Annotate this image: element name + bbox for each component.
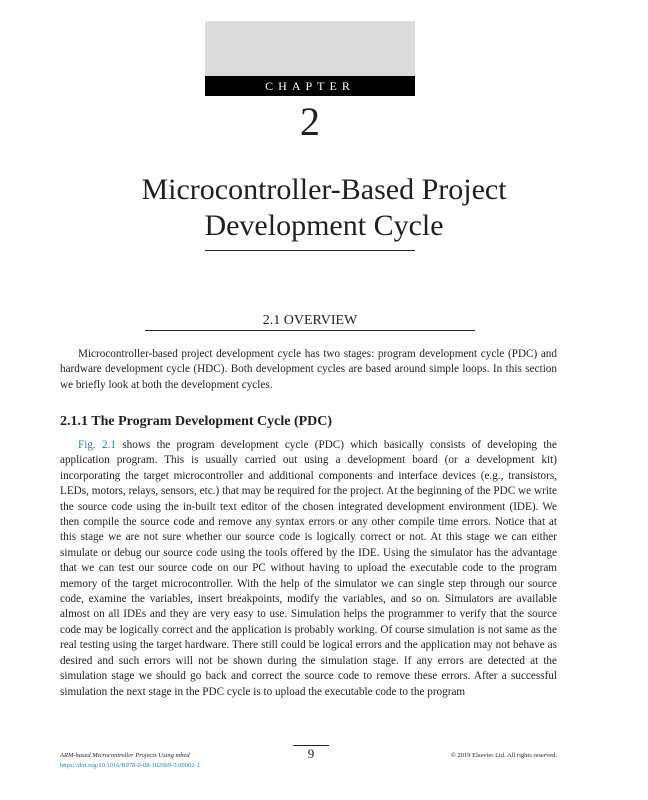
overview-paragraph: Microcontroller-based project development cycle has two stages: program development cycle (PDC) and hardware development cycle (HDC). Both development cycles are based around simple loops. In this section we briefly look at both the development cycles. bbox=[60, 348, 557, 391]
chapter-title-line-1: Microcontroller-Based Project bbox=[141, 173, 507, 206]
subsection-heading: 2.1.1 The Program Development Cycle (PDC) bbox=[60, 414, 333, 429]
page-number: 9 bbox=[307, 746, 315, 761]
doi-link[interactable]: https://doi.org/10.1016/B978-0-08-102969-5.00002-1 bbox=[60, 762, 200, 769]
chapter-number: 2 bbox=[300, 99, 320, 144]
pdc-paragraph-text: shows the program development cycle (PDC) which basically consists of developing the application program. This is usually carried out using a development board (or a development kit) incorporating the target microcontroller and additional components and interface devices (e.g., transistors, LEDs, motors, relays, sensors, etc.) that may be required for the project. At the beginning of the PDC we write the source code using the in-built text editor of the chosen integrated development environment (IDE). We then compile the source code and remove any syntax errors or any other compile time errors. Notice that at this stage we are not sure whether our source code is logically correct or not. At this stage we can either simulate or debug our source code using the tools offered by the IDE. Using the simulator has the advantage that we can test our source code on our PC without having to upload the executable code to the program memory of the target microcontroller. With the help of the simulator we can single step through our source code, examine the variables, insert breakpoints, modify the variables, and so on. Simulators are available almost on all IDEs and they are very easy to use. Simulation helps the programmer to verify that the source code may be logically correct and the application is probably working. Of course simulation is not same as the real testing using the target hardware. There still could be logical errors and the application may not behave as desired and such errors will not be shown during the simulation stage. If any errors are detected at the simulation stage we should go back and correct the source code to remove these errors. After a successful simulation the next stage in the PDC cycle is to upload the executable code to the program bbox=[60, 439, 557, 698]
figure-reference-link[interactable]: Fig. 2.1 bbox=[78, 439, 117, 451]
book-title: ARM-based Microcontroller Projects Using mbed bbox=[60, 752, 190, 759]
copyright-notice: © 2019 Elsevier Ltd. All rights reserved. bbox=[450, 752, 557, 759]
section-divider bbox=[145, 330, 475, 331]
chapter-header-box bbox=[205, 21, 415, 76]
title-divider bbox=[205, 250, 415, 251]
pdc-paragraph bbox=[60, 438, 557, 700]
chapter-label: CHAPTER bbox=[205, 76, 415, 96]
chapter-title-line-2: Development Cycle bbox=[204, 209, 444, 242]
section-heading: 2.1 OVERVIEW bbox=[262, 313, 358, 328]
chapter-title bbox=[60, 172, 588, 244]
